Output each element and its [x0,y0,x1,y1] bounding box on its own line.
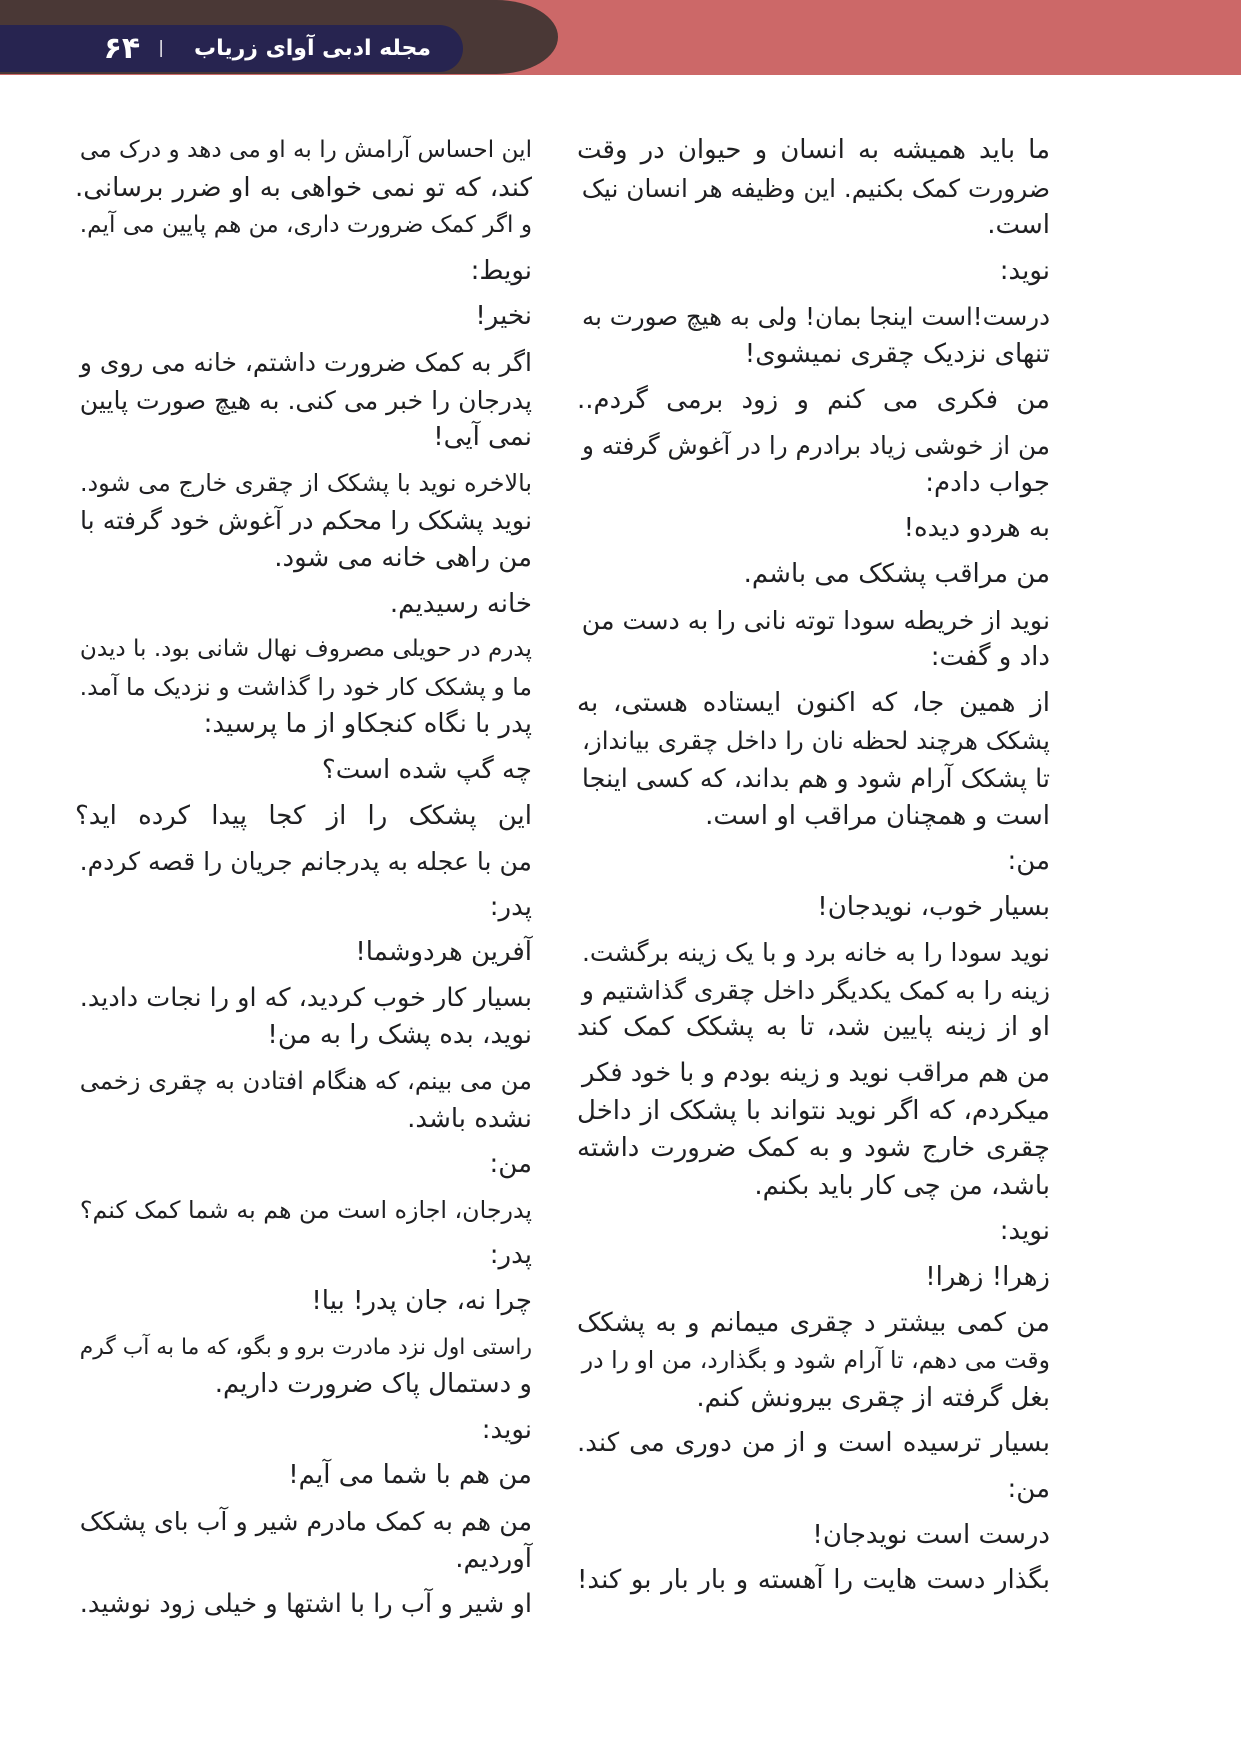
text-line: نوید سودا را به خانه برد و با یک زینه برگشت. [581,938,1050,968]
paragraph [577,298,1050,373]
text-line: نخیر! [475,301,532,332]
text-line: باشد، من چی کار باید بکنم. [754,1170,1050,1201]
paragraph [577,132,1050,245]
text-line: جواب دادم: [925,467,1050,498]
text-line: من مراقب پشکک می باشم. [743,558,1050,589]
text-line: من: [1007,1474,1050,1504]
text-line: پدرجان، اجازه است من هم به شما کمک کنم؟ [79,1195,532,1224]
magazine-title: مجله ادبی آوای زریاب [193,36,431,61]
text-line: نوید پشکک را محکم در آغوش خود گرفته با [79,506,532,536]
text-line: داد و گفت: [930,642,1050,673]
text-line: پدرجان را خبر می کنی. به هیچ صورت پایین [79,385,532,415]
paragraph [75,980,532,1055]
paragraph [577,382,1050,420]
paragraph [75,752,532,790]
text-line: خانه رسیدیم. [389,588,532,619]
paragraph [75,1586,532,1624]
paragraph [577,934,1050,1047]
article [75,132,1050,1632]
text-line: بغل گرفته از چقری بیرونش کنم. [696,1382,1050,1413]
paragraph [75,298,532,336]
paragraph [577,1425,1050,1463]
text-line: آفرین هردوشما! [355,937,532,968]
paragraph [75,253,532,291]
paragraph [577,1305,1050,1418]
text-line: نوید از خریطه سودا توته نانی را به دست من [581,605,1050,635]
text-line: درست است نویدجان! [812,1519,1050,1550]
paragraph [577,1471,1050,1509]
text-line: این پشکک را از کجا پیدا کرده اید؟ [75,800,532,831]
text-line: نوید، بده پشک را به من! [267,1020,532,1051]
text-line: او شیر و آب را با اشتها و خیلی زود نوشید. [79,1589,532,1620]
paragraph [577,1055,1050,1205]
text-line: اگر به کمک ضرورت داشتم، خانه می روی و [79,347,532,377]
text-line: کند، که تو نمی خواهی به او ضرر برسانی. [75,172,532,203]
text-line: از همین جا، که اکنون ایستاده هستی، به [577,687,1050,718]
paragraph [577,1259,1050,1297]
text-line: تنهای نزدیک چقری نمیشوی! [744,338,1050,369]
paragraph [75,934,532,972]
text-line: من هم به کمک مادرم شیر و آب بای پشکک [79,1507,532,1536]
text-line: ضرورت کمک بکنیم. این وظیفه هر انسان نیک [581,173,1050,203]
text-line: چقری خارج شود و به کمک ضرورت داشته [577,1133,1050,1164]
text-line: نوید: [481,1414,532,1445]
text-line: پدرم در حویلی مصروف نهال شانی بود. با دیدن [79,636,532,663]
paragraph [75,344,532,457]
text-line: میکردم، که اگر نوید نتواند با پشکک از داخل [577,1095,1050,1126]
text-line: پدر با نگاه کنجکاو از ما پرسید: [203,709,532,740]
text-line: من: [1007,846,1050,877]
text-line: او از زینه پایین شد، تا به پشکک کمک کند [577,1012,1050,1043]
paragraph [577,602,1050,677]
paragraph [75,1192,532,1230]
text-line: است. [987,210,1050,241]
text-line: ما باید همیشه به انسان و حیوان در وقت [577,135,1050,165]
text-line: نشده باشد. [407,1103,532,1134]
paragraph [75,1412,532,1450]
text-line: بسیار کار خوب کردید، که او را نجات دادید. [79,982,532,1013]
text-line: من از خوشی زیاد برادرم را در آغوش گرفته و [582,431,1050,461]
paragraph [75,132,532,245]
paragraph [75,843,532,881]
paragraph [577,556,1050,594]
text-line: من کمی بیشتر د چقری میمانم و به پشکک [577,1307,1050,1338]
text-line: بسیار ترسیده است و از من دوری می کند. [577,1428,1050,1459]
text-line: این احساس آرامش را به او می دهد و درک می [79,137,532,163]
paragraph [75,631,532,744]
text-line: نمی آیی! [433,422,532,453]
paragraph [75,1063,532,1138]
text-line: زینه را به کمک یکدیگر داخل چقری گذاشتیم و [581,975,1050,1005]
paragraph [577,889,1050,927]
issue-number: ۶۴ [103,31,141,66]
text-line: من هم مراقب نوید و زینه بودم و با خود فکر [582,1058,1050,1089]
left-column [75,132,532,1632]
text-line: بگذار دست هایت را آهسته و بار بار بو کند! [577,1565,1050,1596]
text-line: من راهی خانه می شود. [274,542,532,573]
text-line: من فکری می کنم و زود برمی گردم.. [577,384,1050,415]
text-line: چرا نه، جان پدر! بیا! [311,1286,532,1317]
text-line: آوردیم. [455,1543,532,1574]
text-line: و اگر کمک ضرورت داری، من هم پایین می آیم. [79,212,532,239]
paragraph [577,510,1050,548]
text-line: نوید: [999,1216,1050,1247]
paragraph [577,427,1050,502]
header-pill [0,25,463,72]
text-line: بالاخره نوید با پشکک از چقری خارج می شود. [79,468,532,497]
text-line: درست!است اینجا بمان! ولی به هیچ صورت به [581,302,1050,332]
paragraph [577,685,1050,835]
paragraph [577,1213,1050,1251]
text-line: بسیار خوب، نویدجان! [817,891,1050,922]
text-line: وقت می دهم، تا آرام شود و بگذارد، من او را در [581,1346,1050,1375]
text-line: پشکک هرچند لحظه نان را داخل چقری بیانداز، [581,726,1050,756]
paragraph [577,1517,1050,1555]
text-line: نویط: [470,255,532,286]
right-column [577,132,1050,1632]
paragraph [75,1503,532,1578]
paragraph [577,1562,1050,1600]
text-line: من می بینم، که هنگام افتادن به چقری زخمی [79,1067,532,1096]
paragraph [75,1283,532,1321]
paragraph [75,1237,532,1275]
text-line: من هم با شما می آیم! [288,1460,532,1491]
header-separator: | [158,37,164,58]
paragraph [75,798,532,836]
text-line: و دستمال پاک ضرورت داریم. [214,1369,532,1400]
text-line: چه گپ شده است؟ [321,754,532,785]
paragraph [75,889,532,927]
paragraph [75,465,532,578]
paragraph [75,1329,532,1404]
text-line: من با عجله به پدرجانم جریان را قصه کردم. [79,847,532,877]
text-line: به هردو دیده! [903,513,1050,544]
paragraph [75,1146,532,1184]
text-line: تا پشکک آرام شود و هم بداند، که کسی اینجا [581,762,1050,793]
text-line: است و همچنان مراقب او است. [705,800,1050,831]
text-line: من: [489,1149,532,1180]
text-line: پدر: [489,891,532,922]
text-line: ما و پشکک کار خود را گذاشت و نزدیک ما آمد. [79,672,532,701]
paragraph [577,843,1050,881]
text-line: راستی اول نزد مادرت برو و بگو، که ما به آب گرم [79,1334,532,1360]
paragraph [75,586,532,624]
text-line: زهرا! زهرا! [925,1262,1050,1293]
paragraph [577,253,1050,291]
text-line: پدر: [489,1240,532,1271]
text-line: نوید: [999,255,1050,286]
paragraph [75,1457,532,1495]
